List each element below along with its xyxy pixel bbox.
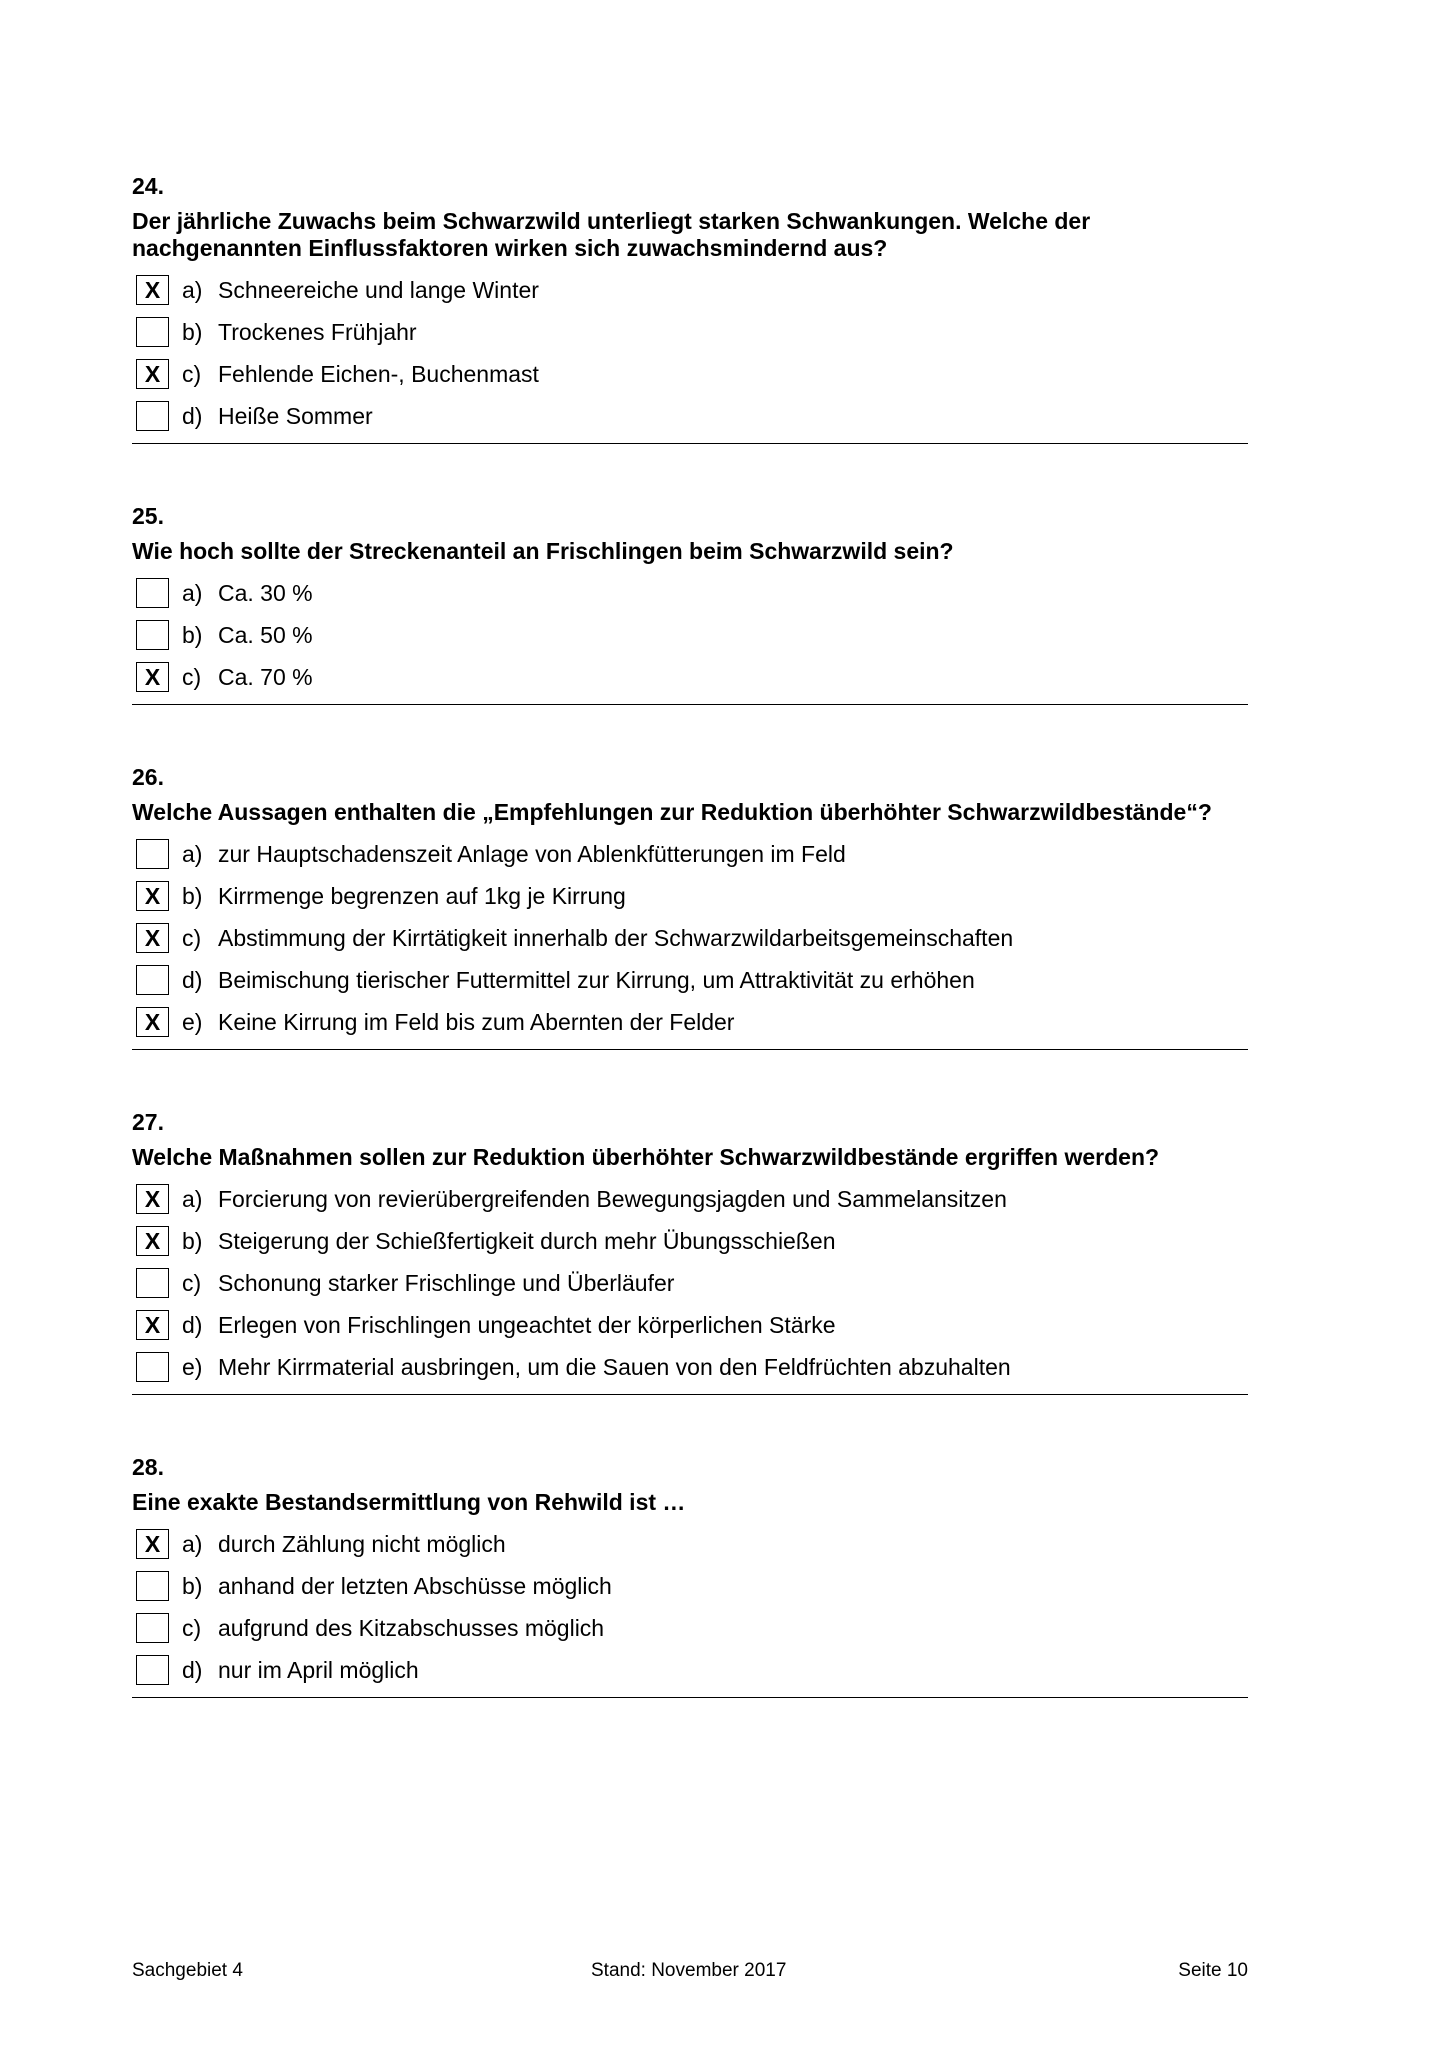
answer-option <box>132 1304 1248 1346</box>
answer-checkbox[interactable]: X <box>136 881 169 911</box>
answer-option <box>132 269 1248 311</box>
answer-option <box>132 1262 1248 1304</box>
answer-checkbox[interactable]: X <box>136 1184 169 1214</box>
question-block <box>132 172 1248 444</box>
option-letter: e) <box>182 1008 203 1035</box>
answer-option <box>132 1565 1248 1607</box>
option-letter: a) <box>182 1530 203 1557</box>
answer-option <box>132 1649 1248 1691</box>
answer-checkbox[interactable]: X <box>136 1226 169 1256</box>
answer-checkbox[interactable]: X <box>136 1310 169 1340</box>
option-letter: a) <box>182 579 203 606</box>
option-letter: b) <box>182 318 203 345</box>
answer-checkbox[interactable] <box>136 1613 169 1643</box>
question-number: 28. <box>132 1454 164 1480</box>
answer-option <box>132 311 1248 353</box>
question-block <box>132 1108 1248 1395</box>
question-text: Wie hoch sollte der Streckenanteil an Frischlingen beim Schwarzwild sein? <box>132 538 954 564</box>
page-footer <box>132 1960 1248 1990</box>
answer-option <box>132 1178 1248 1220</box>
footer-date: Stand: November 2017 <box>591 1960 787 1981</box>
answer-checkbox[interactable] <box>136 578 169 608</box>
answer-option <box>132 1001 1248 1043</box>
answer-option <box>132 917 1248 959</box>
option-letter: a) <box>182 840 203 867</box>
option-letter: d) <box>182 966 203 993</box>
option-letter: c) <box>182 360 202 387</box>
answer-checkbox[interactable]: X <box>136 275 169 305</box>
question-number: 27. <box>132 1109 164 1135</box>
footer-page-number: Seite 10 <box>1178 1960 1248 1981</box>
answer-checkbox[interactable]: X <box>136 1007 169 1037</box>
question-text: Der jährliche Zuwachs beim Schwarzwild unterliegt starken Schwankungen. Welche der nachgenannten Einflussfaktoren wirken sich zuwachsmindernd aus? <box>132 208 1091 261</box>
question-block <box>132 1453 1248 1698</box>
option-text: aufgrund des Kitzabschusses möglich <box>218 1614 605 1641</box>
question-number: 24. <box>132 173 164 199</box>
question-block <box>132 763 1248 1050</box>
answer-option <box>132 1346 1248 1388</box>
option-text: Schonung starker Frischlinge und Überläufer <box>218 1269 675 1296</box>
answer-checkbox[interactable] <box>136 1571 169 1601</box>
question-text: Eine exakte Bestandsermittlung von Rehwild ist … <box>132 1489 686 1515</box>
option-text: Mehr Kirrmaterial ausbringen, um die Sauen von den Feldfrüchten abzuhalten <box>218 1353 1011 1380</box>
option-text: Abstimmung der Kirrtätigkeit innerhalb der Schwarzwildarbeitsgemeinschaften <box>218 924 1014 951</box>
footer-section-label: Sachgebiet 4 <box>132 1960 243 1981</box>
answer-option <box>132 875 1248 917</box>
answer-option <box>132 959 1248 1001</box>
question-text: Welche Maßnahmen sollen zur Reduktion überhöhter Schwarzwildbestände ergriffen werden? <box>132 1144 1160 1170</box>
option-letter: d) <box>182 402 203 429</box>
answer-option <box>132 353 1248 395</box>
option-text: Erlegen von Frischlingen ungeachtet der körperlichen Stärke <box>218 1311 836 1338</box>
answer-option <box>132 656 1248 698</box>
answer-checkbox[interactable] <box>136 317 169 347</box>
answer-checkbox[interactable] <box>136 620 169 650</box>
answer-option <box>132 395 1248 437</box>
option-letter: c) <box>182 924 202 951</box>
option-text: Kirrmenge begrenzen auf 1kg je Kirrung <box>218 882 626 909</box>
option-letter: e) <box>182 1353 203 1380</box>
answer-checkbox[interactable] <box>136 839 169 869</box>
option-text: anhand der letzten Abschüsse möglich <box>218 1572 612 1599</box>
option-letter: b) <box>182 1227 203 1254</box>
answer-option <box>132 572 1248 614</box>
answer-checkbox[interactable]: X <box>136 359 169 389</box>
option-text: Ca. 30 % <box>218 579 313 606</box>
question-list <box>132 172 1248 1756</box>
answer-option <box>132 1523 1248 1565</box>
option-text: Ca. 70 % <box>218 663 313 690</box>
option-letter: c) <box>182 663 202 690</box>
option-text: Trockenes Frühjahr <box>218 318 417 345</box>
option-letter: c) <box>182 1269 202 1296</box>
question-number: 25. <box>132 503 164 529</box>
option-text: Beimischung tierischer Futtermittel zur Kirrung, um Attraktivität zu erhöhen <box>218 966 975 993</box>
option-text: nur im April möglich <box>218 1656 419 1683</box>
option-letter: b) <box>182 621 203 648</box>
answer-checkbox[interactable] <box>136 1655 169 1685</box>
answer-option <box>132 614 1248 656</box>
answer-checkbox[interactable] <box>136 401 169 431</box>
option-text: durch Zählung nicht möglich <box>218 1530 506 1557</box>
answer-checkbox[interactable] <box>136 1268 169 1298</box>
option-text: Fehlende Eichen-, Buchenmast <box>218 360 539 387</box>
answer-option <box>132 1220 1248 1262</box>
option-letter: a) <box>182 276 203 303</box>
answer-checkbox[interactable] <box>136 965 169 995</box>
option-text: Schneereiche und lange Winter <box>218 276 539 303</box>
answer-option <box>132 1607 1248 1649</box>
question-number: 26. <box>132 764 164 790</box>
option-letter: c) <box>182 1614 202 1641</box>
option-letter: b) <box>182 882 203 909</box>
option-letter: b) <box>182 1572 203 1599</box>
answer-checkbox[interactable]: X <box>136 1529 169 1559</box>
answer-checkbox[interactable]: X <box>136 662 169 692</box>
option-letter: d) <box>182 1656 203 1683</box>
answer-option <box>132 833 1248 875</box>
option-text: Steigerung der Schießfertigkeit durch mehr Übungsschießen <box>218 1227 836 1254</box>
question-text: Welche Aussagen enthalten die „Empfehlungen zur Reduktion überhöhter Schwarzwildbestände“? <box>132 799 1212 825</box>
option-text: Heiße Sommer <box>218 402 373 429</box>
option-letter: a) <box>182 1185 203 1212</box>
option-text: Keine Kirrung im Feld bis zum Abernten der Felder <box>218 1008 735 1035</box>
option-text: Ca. 50 % <box>218 621 313 648</box>
answer-checkbox[interactable] <box>136 1352 169 1382</box>
answer-checkbox[interactable]: X <box>136 923 169 953</box>
option-text: Forcierung von revierübergreifenden Bewegungsjagden und Sammelansitzen <box>218 1185 1007 1212</box>
option-text: zur Hauptschadenszeit Anlage von Ablenkfütterungen im Feld <box>218 840 846 867</box>
option-letter: d) <box>182 1311 203 1338</box>
question-block <box>132 502 1248 705</box>
